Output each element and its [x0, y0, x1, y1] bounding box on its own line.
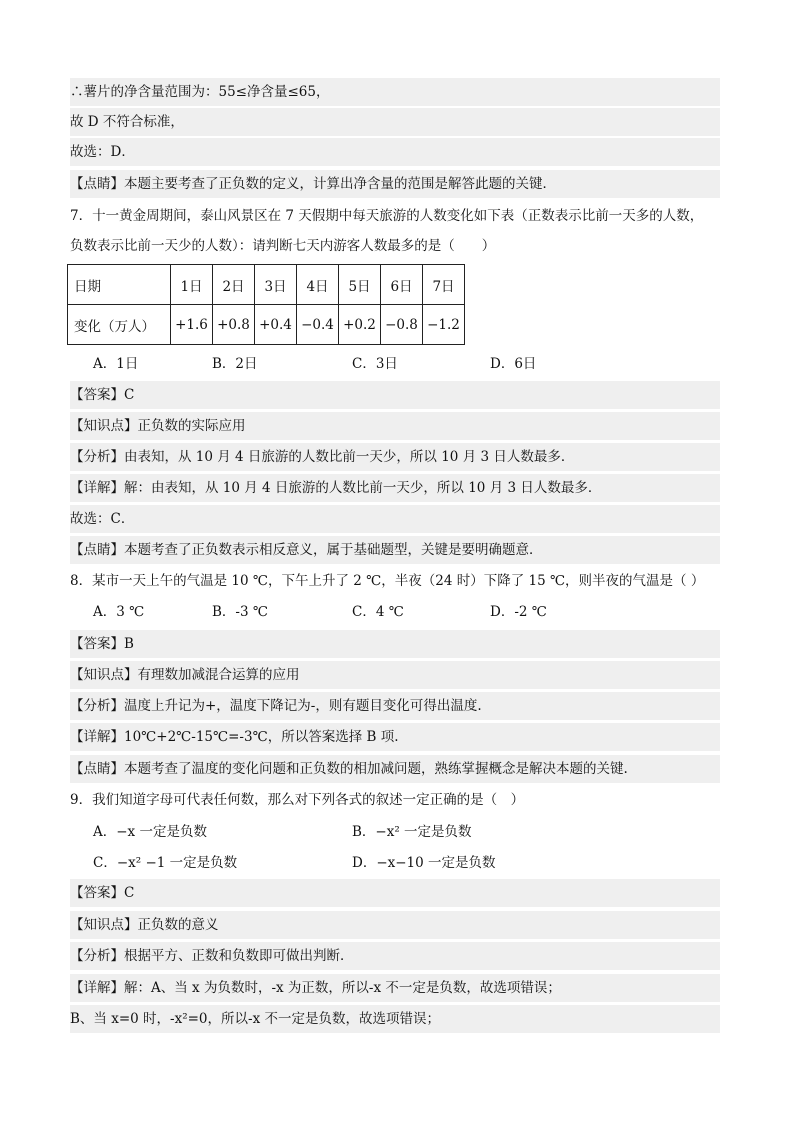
option-c: C．−x² −1 一定是负数 [93, 855, 238, 871]
table-cell: 4日 [297, 265, 339, 305]
option-c: C．4 ℃ [352, 604, 404, 620]
question-9-stem: 9．我们知道字母可代表任何数，那么对下列各式的叙述一定正确的是（ ） [70, 792, 525, 808]
solution-line [70, 108, 720, 136]
table-header-cell: 日期 [68, 265, 171, 305]
table-cell: 5日 [339, 265, 381, 305]
analysis-line: 【分析】由表知，从 10 月 4 日旅游的人数比前一天少，所以 10 月 3 日人数最多． [70, 443, 720, 471]
detail-line: 【详解】10℃+2℃-15℃=-3℃，所以答案选择 B 项. [70, 723, 720, 751]
table-cell: −0.4 [297, 305, 339, 345]
analysis-line: 【分析】根据平方、正数和负数即可做出判断． [70, 942, 720, 970]
visitor-change-table [67, 264, 465, 345]
option-d: D．-2 ℃ [490, 604, 547, 620]
knowledge-line: 【知识点】有理数加减混合运算的应用 [70, 661, 720, 689]
comment-text: 【点睛】本题主要考查了正负数的定义，计算出净含量的范围是解答此题的关键． [70, 176, 556, 192]
table-header-cell: 变化（万人） [68, 305, 171, 345]
option-a: A．−x 一定是负数 [93, 824, 207, 840]
table-cell: +0.4 [255, 305, 297, 345]
question-8-stem: 8．某市一天上午的气温是 10 ℃，下午上升了 2 ℃，半夜（24 时）下降了 15 ℃，则半夜的气温是（ ） [70, 573, 705, 589]
table-cell: +0.2 [339, 305, 381, 345]
analysis-line: 【分析】温度上升记为+，温度下降记为-，则有题目变化可得出温度. [70, 692, 720, 720]
knowledge-line: 【知识点】正负数的意义 [70, 911, 720, 939]
option-d: D．−x−10 一定是负数 [352, 855, 496, 871]
answer-line: 【答案】C [70, 381, 720, 409]
choice-line: 故选：C． [70, 505, 720, 533]
choice-text: 故选：D． [70, 144, 135, 160]
solution-line [70, 138, 720, 166]
answer-line: 【答案】B [70, 630, 720, 658]
knowledge-line: 【知识点】正负数的实际应用 [70, 412, 720, 440]
option-b: B．2日 [212, 356, 258, 372]
table-row [68, 305, 465, 345]
detail-line: 【详解】解：A、当 x 为负数时，-x 为正数，所以-x 不一定是负数，故选项错误； [70, 974, 720, 1002]
option-a: A．3 ℃ [93, 604, 145, 620]
comment-line: 【点睛】本题考查了正负数表示相反意义，属于基础题型，关键是要明确题意． [70, 536, 720, 564]
table-cell: −1.2 [423, 305, 465, 345]
option-a: A．1日 [93, 356, 139, 372]
table-cell: 1日 [171, 265, 213, 305]
solution-line [70, 78, 720, 106]
detail-line: 【详解】解：由表知，从 10 月 4 日旅游的人数比前一天少，所以 10 月 3 日人数最多． [70, 474, 720, 502]
table-cell: 2日 [213, 265, 255, 305]
table-cell: +1.6 [171, 305, 213, 345]
table-row [68, 265, 465, 305]
table-cell: 6日 [381, 265, 423, 305]
option-b: B．−x² 一定是负数 [352, 824, 472, 840]
comment-line [70, 170, 720, 198]
table-cell: −0.8 [381, 305, 423, 345]
answer-line: 【答案】C [70, 879, 720, 907]
option-b: B．-3 ℃ [212, 604, 268, 620]
solution-text: 故 D 不符合标准， [70, 114, 184, 130]
table-cell: +0.8 [213, 305, 255, 345]
comment-line: 【点睛】本题考查了温度的变化问题和正负数的相加减问题，熟练掌握概念是解决本题的关键. [70, 755, 720, 783]
table-cell: 7日 [423, 265, 465, 305]
detail-line: B、当 x=0 时，-x²=0，所以-x 不一定是负数，故选项错误； [70, 1005, 720, 1033]
solution-text: ∴薯片的净含量范围为：55≤净含量≤65， [70, 84, 330, 100]
option-c: C．3日 [352, 356, 398, 372]
question-7-stem: 7．十一黄金周期间，泰山风景区在 7 天假期中每天旅游的人数变化如下表（正数表示比前一天多的人数， [70, 208, 704, 224]
option-d: D．6日 [490, 356, 537, 372]
table-cell: 3日 [255, 265, 297, 305]
question-7-stem-cont: 负数表示比前一天少的人数）：请判断七天内游客人数最多的是（ ） [70, 238, 496, 254]
